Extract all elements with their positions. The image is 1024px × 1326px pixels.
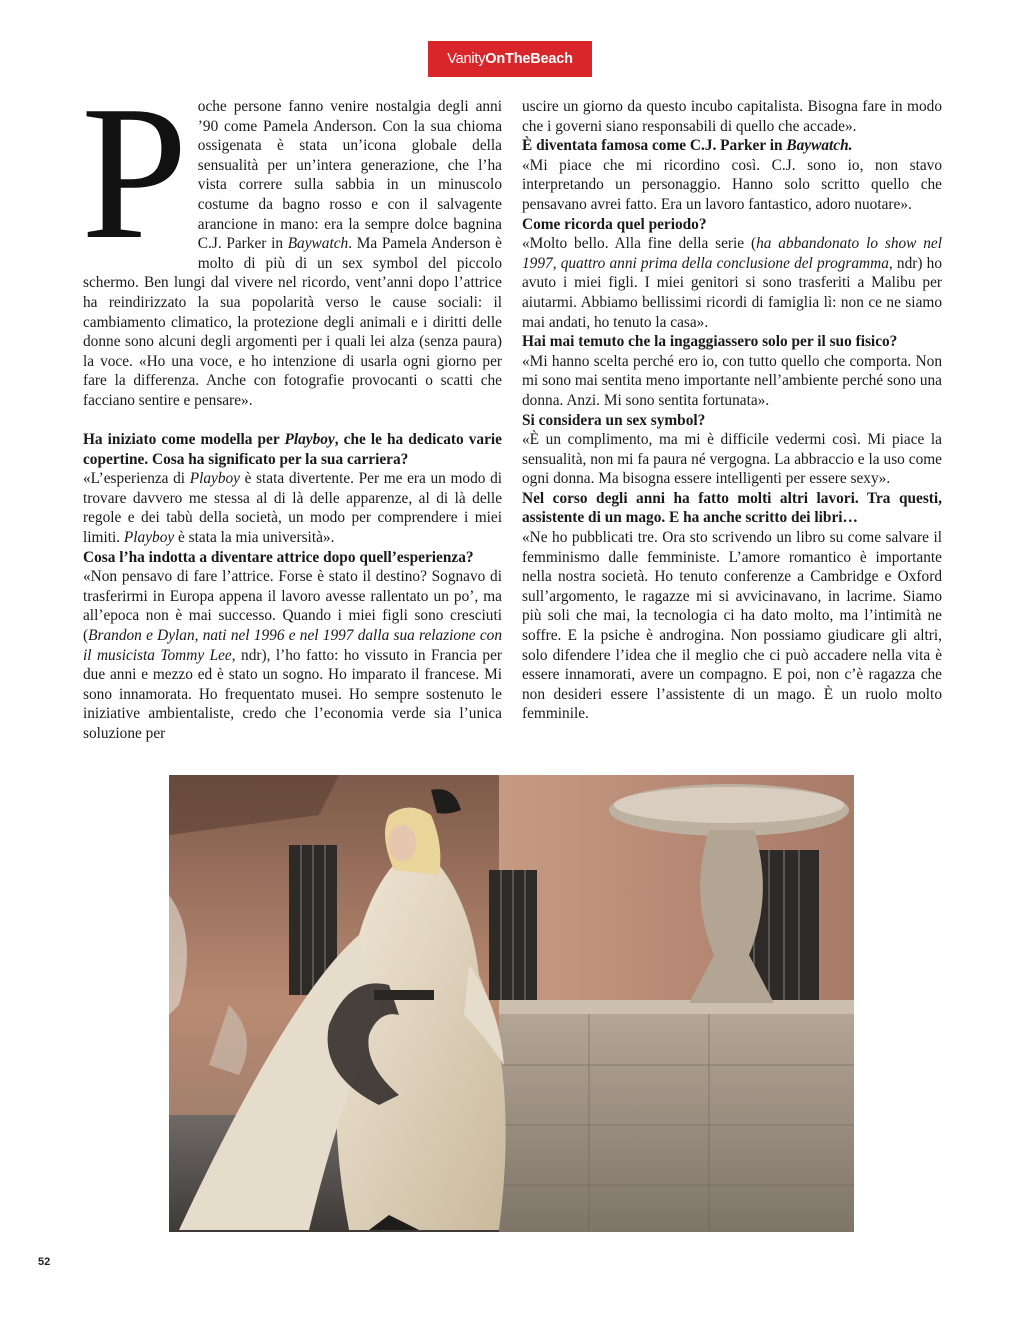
q1-text-cont: , che le ha dedicato varie copertine. Cosa ha significato per la sua carriera? bbox=[83, 431, 502, 468]
a2-italic: Brandon e Dylan, nati nel 1996 e nel 1997 dalla sua relazione con il musicista Tommy Lee bbox=[83, 627, 502, 664]
a1-italic: Playboy bbox=[189, 470, 240, 488]
right-column bbox=[522, 97, 942, 724]
a1-text: «L’esperienza di bbox=[83, 470, 190, 488]
question-7: Nel corso degli anni ha fatto molti altri lavori. Tra questi, assistente di un mago. E ha anche scritto dei libri… bbox=[522, 489, 942, 527]
question-6: Si considera un sex symbol? bbox=[522, 411, 706, 429]
question-1 bbox=[83, 430, 502, 469]
section-tag-part2: OnTheBeach bbox=[485, 51, 573, 67]
question-3 bbox=[522, 136, 942, 156]
section-tag bbox=[428, 41, 592, 77]
photo-illustration bbox=[169, 775, 854, 1232]
page-number: 52 bbox=[38, 1256, 51, 1268]
q1-italic: Playboy bbox=[284, 431, 335, 449]
answer-7: «Ne ho pubblicati tre. Ora sto scrivendo un libro su come salvare il femminismo dalle femministe. L’amore romantico è importante nella nostra società. Ho tenuto conferenze a Cambridge e Oxford sull’argomento, le ragazze mi si avvicinavano, in lacrime. Siamo più soli che mai, la tecnologia ci ha dato molto, ma l’intimità ne soffre. E la psiche è androgina. Non possiamo giudicare gli altri, solo difendere l’idea che il meglio che ci può accadere nella vita è essere innamorati, avere un compagno. E poi, non c’è ragazza che non desideri essere l’assistente di un mago. È un ruolo molto femminile. bbox=[522, 529, 942, 723]
answer-4 bbox=[522, 234, 942, 332]
answer-3: «Mi piace che mi ricordino così. C.J. sono io, non stavo interpretando un personaggio. Hanno solo scritto quello che pensavano avrei fatto. Era un lavoro fantastico, adoro nuotare». bbox=[522, 156, 942, 213]
intro-text: oche persone fanno venire nostalgia degli anni ’90 come Pamela Anderson. Con la sua chioma ossigenata è stata un’icona globale della sensualità per un’intera generazione, che l’ha vista correre sulla sabbia in un minuscolo costume da bagno rosso e con il salvagente arancione in mano: era la sempre dolce bagnina C.J. Parker in bbox=[197, 98, 502, 253]
q3-text: È diventata famosa come C.J. Parker in bbox=[522, 137, 787, 155]
drop-cap: P bbox=[81, 66, 188, 279]
intro-text-cont: . Ma Pamela Anderson è molto di più di un sex symbol del piccolo schermo. Ben lungi dal vivere nel ricordo, vent’anni dopo l’attrice ha reindirizzato la sua popolarità verso le cause sociali: il cambiamento climatico, la protezione degli animali e i diritti delle donne sono alcuni degli argomenti per i quali lei alza (senza paura) la voce. «Ho una voce, e ho intenzione di usarla ogni giorno per fare la differenza. Anche con fotografie provocanti o scatti che facciano sentire e pensare». bbox=[83, 235, 502, 409]
a4-text: «Molto bello. Alla fine della serie ( bbox=[522, 235, 757, 253]
intro-paragraph bbox=[81, 66, 502, 411]
intro-italic: Baywatch bbox=[287, 235, 349, 253]
section-tag-part1: Vanity bbox=[447, 51, 486, 67]
question-5: Hai mai temuto che la ingaggiassero solo per il suo fisico? bbox=[522, 333, 898, 351]
q3-italic: Baywatch. bbox=[786, 137, 853, 155]
left-column bbox=[81, 66, 502, 744]
question-4: Come ricorda quel periodo? bbox=[522, 215, 707, 233]
answer-2 bbox=[83, 567, 502, 743]
answer-1 bbox=[83, 469, 502, 547]
question-2: Cosa l’ha indotta a diventare attrice dopo quell’esperienza? bbox=[83, 548, 474, 566]
answer-6: «È un complimento, ma mi è difficile vedermi così. Mi piace la sensualità, non mi fa paura né vergogna. La abbraccio e la uso come ogni donna. Ma bisogna essere intelligenti per essere sexy». bbox=[522, 431, 942, 488]
answer-2-continued: uscire un giorno da questo incubo capitalista. Bisogna fare in modo che i governi siano responsabili di quello che accade». bbox=[522, 98, 942, 135]
a1-text-end: è stata la mia università». bbox=[174, 529, 335, 547]
a4-italic: ha abbandonato lo show nel 1997, quattro anni prima della conclusione del programma bbox=[522, 235, 942, 272]
q1-text: Ha iniziato come modella per bbox=[83, 431, 285, 449]
a1-text-cont: è stata divertente. Per me era un modo di trovare davvero me stessa al di là delle apparenze, al di là delle regole e dei tabù della società, un modo per comprendere i miei limiti. bbox=[83, 470, 502, 547]
a2-text-cont: , ndr), l’ho fatto: ho vissuto in Francia per due anni e mezzo ed è stato un sogno. Ho imparato il francese. Mi sono innamorata. Ho frequentato musei. Ho sempre sostenuto le iniziative ambientaliste, credo che l’economia verde sia l’unica soluzione per bbox=[83, 646, 502, 742]
a2-text: «Non pensavo di fare l’attrice. Forse è stato il destino? Sognavo di trasferirmi in Europa appena il lavoro avesse rallentato un po’, ma all’epoca non è mai successo. Quando i miei figli sono cresciuti ( bbox=[83, 568, 502, 645]
a4-text-cont: , ndr) ho avuto i miei figli. I miei genitori si sono trasferiti a Malibu per aiutarmi. Abbiamo bellissimi ricordi di famiglia lì: non ce ne siamo mai andati, ho tenuto la casa». bbox=[522, 254, 942, 331]
fashion-photo bbox=[169, 775, 854, 1232]
a1-italic-2: Playboy bbox=[123, 529, 175, 547]
answer-5: «Mi hanno scelta perché ero io, con tutto quello che comporta. Non mi sono mai sentita meno importante nell’ambiente perché sono una donna. Anzi. Mi sono sentita fortunata». bbox=[522, 352, 942, 409]
